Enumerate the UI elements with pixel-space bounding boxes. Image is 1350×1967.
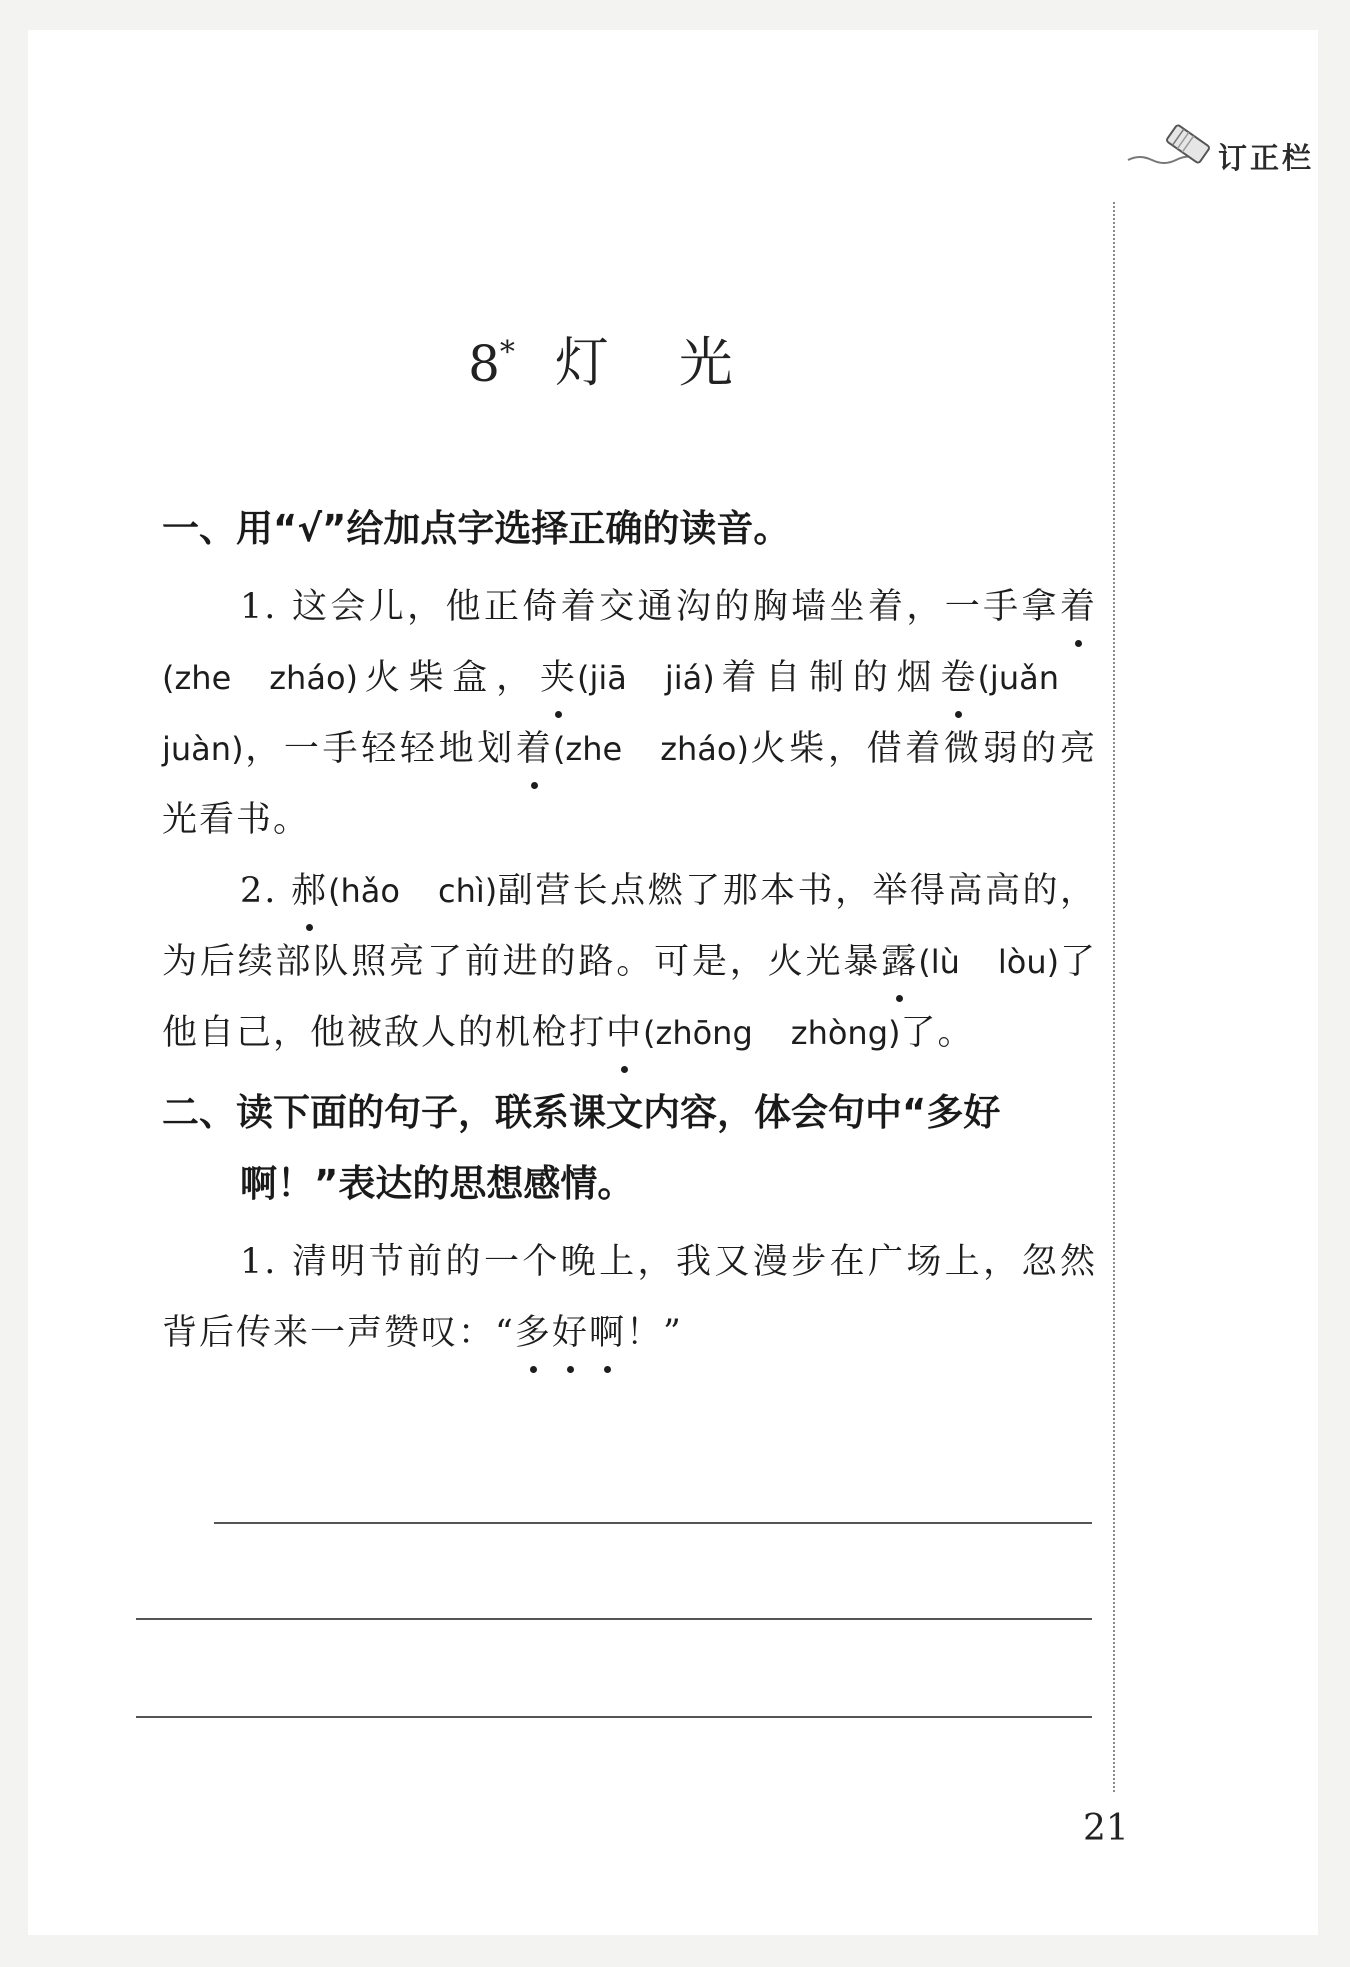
answer-line-1[interactable] <box>214 1522 1092 1524</box>
dotted-char: 着 <box>1060 572 1097 643</box>
pinyin-option: (jiā <box>576 659 627 697</box>
dotted-char: 露 <box>881 927 918 998</box>
pinyin-option: (juǎn <box>977 659 1059 697</box>
dotted-char: 中 <box>606 998 643 1069</box>
lesson-number: 8 <box>468 335 500 393</box>
pinyin-option: zhòng) <box>790 1014 901 1052</box>
pinyin-option: (zhe <box>162 659 232 697</box>
answer-line-2[interactable] <box>136 1618 1092 1620</box>
dotted-char: 卷 <box>940 643 977 714</box>
section-1-heading: 一、用“√”给加点字选择正确的读音。 <box>162 507 791 550</box>
correction-margin-divider <box>1113 202 1115 1792</box>
page-number: 21 <box>1083 1808 1129 1849</box>
correction-column-header <box>1126 122 1346 192</box>
dotted-char: 啊 <box>589 1298 626 1369</box>
pinyin-option: zháo) <box>269 659 358 697</box>
dotted-char: 多 <box>515 1298 552 1369</box>
dotted-char: 夹 <box>540 643 577 714</box>
workbook-page <box>28 30 1318 1935</box>
lesson-name: 灯光 <box>554 331 803 394</box>
pinyin-option: (zhe <box>552 730 623 768</box>
exercise-content <box>162 493 1097 1369</box>
lesson-title <box>28 320 1243 397</box>
correction-column-title: 订正栏 <box>1218 141 1315 175</box>
section-2-heading: 二、读下面的句子，联系课文内容，体会句中“多好 啊！”表达的思想感情。 <box>162 1091 1001 1205</box>
dotted-char: 着 <box>516 714 553 785</box>
pinyin-option: zháo) <box>660 730 749 768</box>
optional-lesson-mark: * <box>499 335 515 370</box>
section-1-question-1: 1. 这会儿，他正倚着交通沟的胸墙坐着，一手拿着(zhe zháo)火柴盒，夹(jiā jiá)着自制的烟卷(juǎnjuàn)，一手轻轻地划着(zhe zháo)火柴，借着微弱的亮光看书。 <box>162 572 1097 856</box>
pinyin-option: chì) <box>437 872 498 910</box>
pinyin-option: jiá) <box>664 659 715 697</box>
answer-line-3[interactable] <box>136 1716 1092 1718</box>
pencil-eraser-icon <box>1126 122 1226 172</box>
section-2-question-1: 1. 清明节前的一个晚上，我又漫步在广场上，忽然背后传来一声赞叹：“多好啊！” <box>162 1227 1097 1369</box>
dotted-char: 好 <box>552 1298 589 1369</box>
pinyin-option: (hǎo <box>328 872 400 910</box>
pinyin-option: (lù <box>918 943 960 981</box>
pinyin-option: (zhōng <box>643 1014 753 1052</box>
pinyin-option: lòu) <box>997 943 1060 981</box>
section-1-question-2: 2. 郝(hǎo chì)副营长点燃了那本书，举得高高的，为后续部队照亮了前进的路。可是，火光暴露(lù lòu)了他自己，他被敌人的机枪打中(zhōng zhòng)了。 <box>162 856 1097 1069</box>
pinyin-option: juàn) <box>162 730 244 768</box>
dotted-char: 郝 <box>291 856 328 927</box>
